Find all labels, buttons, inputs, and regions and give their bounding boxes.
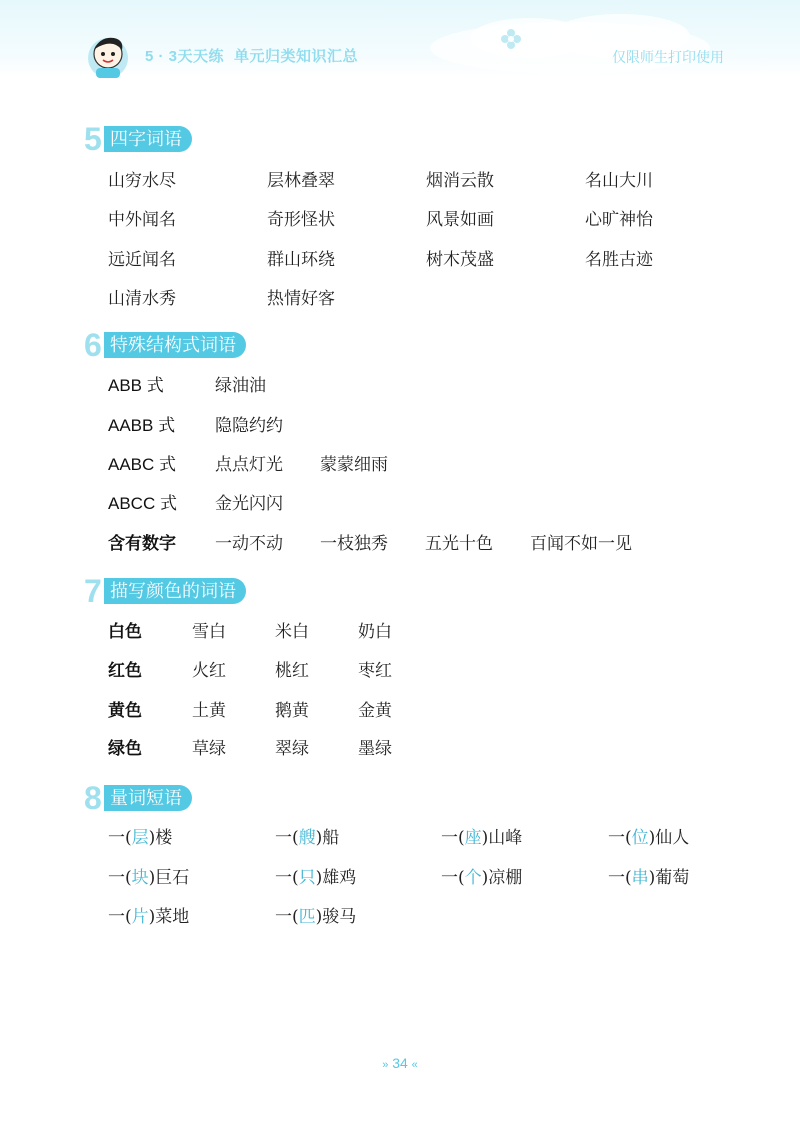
measure-answer: 片 xyxy=(131,907,149,927)
word-item: 金黄 xyxy=(358,701,392,721)
section-number: 6 xyxy=(84,327,102,363)
word-item: 群山环绕 xyxy=(267,250,335,270)
measure-answer: 艘 xyxy=(298,828,316,848)
word-item: 名胜古迹 xyxy=(585,250,653,270)
page-footer xyxy=(0,1055,800,1071)
structure-label: ABCC 式 xyxy=(108,494,177,513)
phrase-prefix: 一( xyxy=(608,828,632,848)
brand-title xyxy=(145,45,358,66)
word-item: 奇形怪状 xyxy=(267,210,335,230)
word-item: 墨绿 xyxy=(358,739,392,759)
brand-name: 5 · 3天天练 xyxy=(145,48,225,65)
page-number: 34 xyxy=(392,1055,408,1071)
measure-answer: 位 xyxy=(631,828,649,848)
word-item: 热情好客 xyxy=(267,289,335,309)
word-item: 火红 xyxy=(192,661,226,681)
word-item: 一枝独秀 xyxy=(320,534,388,554)
measure-answer: 只 xyxy=(298,868,316,888)
phrase-prefix: 一( xyxy=(275,868,299,888)
phrase-prefix: 一( xyxy=(275,907,299,927)
phrase-noun: )骏马 xyxy=(315,907,357,927)
section-number: 5 xyxy=(84,121,102,157)
measure-phrase xyxy=(608,826,689,850)
section-7-heading xyxy=(84,573,246,609)
measure-answer: 串 xyxy=(631,868,649,888)
phrase-prefix: 一( xyxy=(275,828,299,848)
phrase-noun: )楼 xyxy=(148,828,173,848)
word-item: 一动不动 xyxy=(215,534,283,554)
phrase-prefix: 一( xyxy=(608,868,632,888)
right-arrow-icon: « xyxy=(411,1059,418,1071)
word-item: 山穷水尽 xyxy=(108,171,176,191)
word-item: 翠绿 xyxy=(275,739,309,759)
color-label: 绿色 xyxy=(108,739,142,758)
measure-answer: 个 xyxy=(464,868,482,888)
word-item: 层林叠翠 xyxy=(267,171,335,191)
measure-phrase xyxy=(441,866,522,890)
word-item: 奶白 xyxy=(358,622,392,642)
brand-subtitle: 单元归类知识汇总 xyxy=(234,48,359,65)
word-item: 心旷神怡 xyxy=(585,210,653,230)
structure-label: AABB 式 xyxy=(108,416,176,435)
print-note: 仅限师生打印使用 xyxy=(612,49,724,65)
word-item: 五光十色 xyxy=(425,534,493,554)
phrase-noun: )菜地 xyxy=(148,907,190,927)
phrase-noun: )凉棚 xyxy=(481,868,523,888)
word-item: 鹅黄 xyxy=(275,701,309,721)
measure-answer: 块 xyxy=(131,868,149,888)
section-title: 量词短语 xyxy=(104,785,192,811)
measure-phrase xyxy=(275,826,339,850)
word-item: 土黄 xyxy=(192,701,226,721)
section-number: 7 xyxy=(84,573,102,609)
measure-phrase xyxy=(608,866,689,890)
phrase-prefix: 一( xyxy=(441,868,465,888)
cloud-decoration-icon xyxy=(420,8,720,78)
phrase-prefix: 一( xyxy=(441,828,465,848)
word-item: 草绿 xyxy=(192,739,226,759)
word-item: 烟消云散 xyxy=(426,171,494,191)
word-item: 远近闻名 xyxy=(108,250,176,270)
word-item: 金光闪闪 xyxy=(215,494,283,514)
section-number: 8 xyxy=(84,780,102,816)
section-8-heading xyxy=(84,780,192,816)
measure-phrase xyxy=(108,866,189,890)
word-item: 雪白 xyxy=(192,622,226,642)
section-6-heading xyxy=(84,327,246,363)
word-item: 枣红 xyxy=(358,661,392,681)
structure-label: ABB 式 xyxy=(108,376,164,395)
mascot-boy-icon xyxy=(80,28,136,84)
measure-phrase xyxy=(275,905,356,929)
section-title: 四字词语 xyxy=(104,126,192,152)
measure-phrase xyxy=(108,905,189,929)
structure-label: AABC 式 xyxy=(108,455,177,474)
phrase-prefix: 一( xyxy=(108,828,132,848)
word-item: 米白 xyxy=(275,622,309,642)
color-label: 白色 xyxy=(108,622,142,641)
word-item: 点点灯光 xyxy=(215,455,283,475)
word-item: 隐隐约约 xyxy=(215,416,283,436)
color-label: 黄色 xyxy=(108,701,142,720)
word-item: 绿油油 xyxy=(215,376,266,396)
page-header xyxy=(0,0,800,96)
phrase-noun: )巨石 xyxy=(148,868,190,888)
phrase-noun: )葡萄 xyxy=(648,868,690,888)
phrase-noun: )山峰 xyxy=(481,828,523,848)
word-item: 百闻不如一见 xyxy=(530,534,632,554)
word-item: 山清水秀 xyxy=(108,289,176,309)
left-arrow-icon: » xyxy=(382,1059,389,1071)
word-item: 桃红 xyxy=(275,661,309,681)
section-title: 特殊结构式词语 xyxy=(104,332,246,358)
structure-label: 含有数字 xyxy=(108,534,176,553)
section-5-heading xyxy=(84,121,192,157)
flower-icon xyxy=(500,28,522,50)
color-label: 红色 xyxy=(108,661,142,680)
phrase-noun: )仙人 xyxy=(648,828,690,848)
phrase-noun: )雄鸡 xyxy=(315,868,357,888)
measure-phrase xyxy=(441,826,522,850)
measure-answer: 匹 xyxy=(298,907,316,927)
word-item: 风景如画 xyxy=(426,210,494,230)
word-item: 树木茂盛 xyxy=(426,250,494,270)
word-item: 中外闻名 xyxy=(108,210,176,230)
word-item: 名山大川 xyxy=(585,171,653,191)
measure-answer: 座 xyxy=(464,828,482,848)
measure-phrase xyxy=(275,866,356,890)
measure-phrase xyxy=(108,826,172,850)
phrase-noun: )船 xyxy=(315,828,340,848)
measure-answer: 层 xyxy=(131,828,149,848)
phrase-prefix: 一( xyxy=(108,868,132,888)
phrase-prefix: 一( xyxy=(108,907,132,927)
section-title: 描写颜色的词语 xyxy=(104,578,246,604)
word-item: 蒙蒙细雨 xyxy=(320,455,388,475)
